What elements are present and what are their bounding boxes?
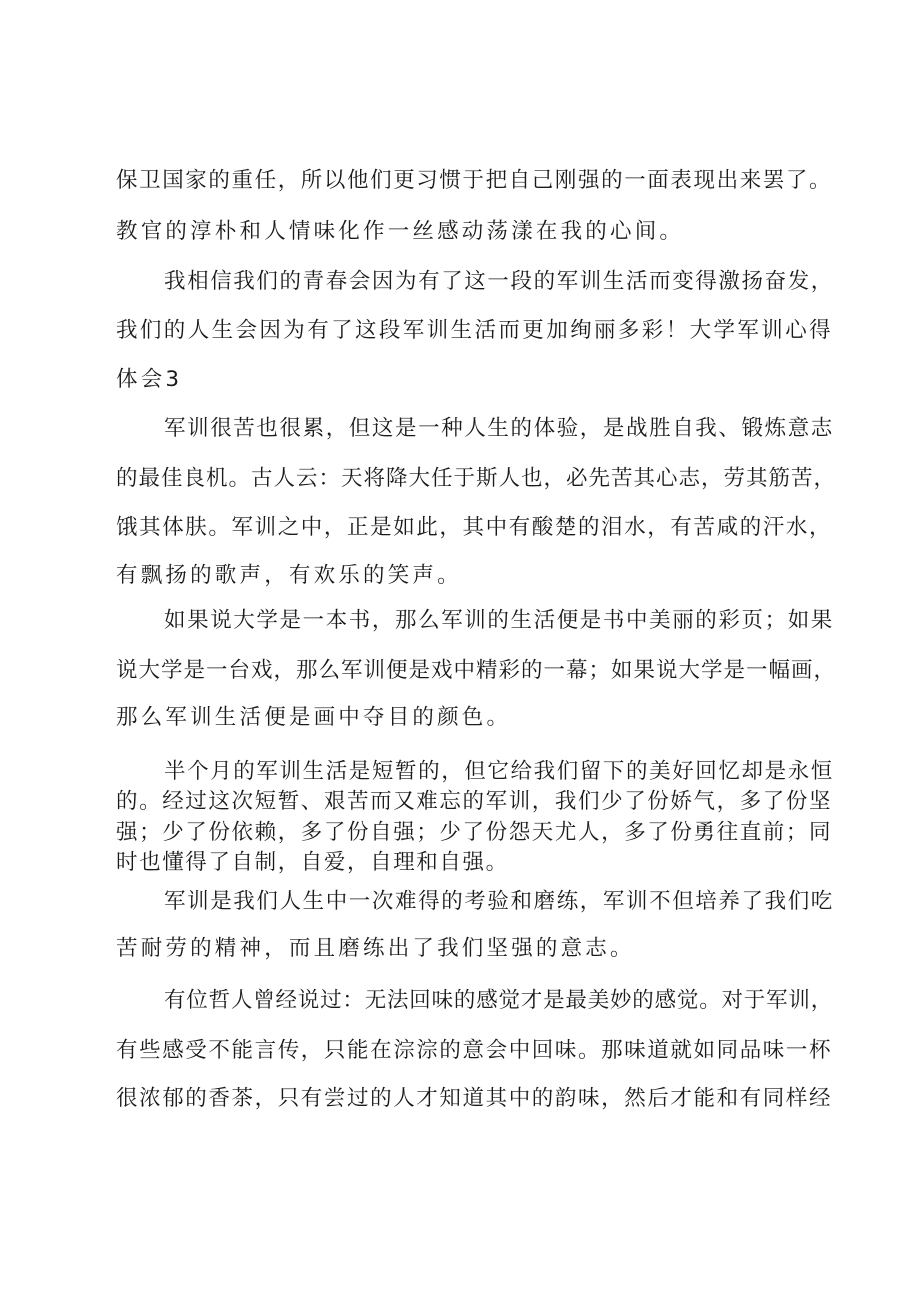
- text-line: 时也懂得了自制，自爱，自理和自强。: [116, 850, 509, 875]
- text-line: 体会3: [116, 367, 183, 392]
- text-line: 强；少了份依赖，多了份自强；少了份怨天尤人，多了份勇往直前；同: [116, 820, 833, 845]
- text-line: 有飘扬的歌声，有欢乐的笑声。: [116, 563, 462, 588]
- text-line: 说大学是一台戏，那么军训便是戏中精彩的一幕；如果说大学是一幅画，: [116, 658, 837, 683]
- text-line: 我们的人生会因为有了这段军训生活而更加绚丽多彩！大学军训心得: [116, 318, 834, 343]
- paragraph-first-line: 军训很苦也很累，但这是一种人生的体验，是战胜自我、锻炼意志: [164, 416, 834, 441]
- text-line: 保卫国家的重任，所以他们更习惯于把自己刚强的一面表现出来罢了。: [116, 168, 833, 193]
- text-line: 的。经过这次短暂、艰苦而又难忘的军训，我们少了份娇气，多了份坚: [116, 789, 833, 814]
- text-line: 苦耐劳的精神，而且磨练出了我们坚强的意志。: [116, 936, 635, 961]
- paragraph-first-line: 半个月的军训生活是短暂的，但它给我们留下的美好回忆却是永恒: [164, 759, 834, 784]
- text-line: 饿其体肤。军训之中，正是如此，其中有酸楚的泪水，有苦咸的汗水，: [116, 515, 833, 540]
- paragraph-first-line: 军训是我们人生中一次难得的考验和磨练，军训不但培养了我们吃: [164, 889, 834, 914]
- text-line: 教官的淳朴和人情味化作一丝感动荡漾在我的心间。: [116, 219, 685, 244]
- text-line: 的最佳良机。古人云：天将降大任于斯人也，必先苦其心志，劳其筋苦，: [116, 466, 837, 491]
- text-line: 那么军训生活便是画中夺目的颜色。: [116, 705, 512, 730]
- text-line: 有些感受不能言传，只能在淙淙的意会中回味。那味道就如同品味一杯: [116, 1038, 833, 1063]
- paragraph-first-line: 我相信我们的青春会因为有了这一段的军训生活而变得激扬奋发，: [164, 269, 834, 294]
- paragraph-first-line: 如果说大学是一本书，那么军训的生活便是书中美丽的彩页；如果: [164, 608, 834, 633]
- text-line: 很浓郁的香茶，只有尝过的人才知道其中的韵味，然后才能和有同样经: [116, 1086, 833, 1111]
- paragraph-first-line: 有位哲人曾经说过：无法回味的感觉才是最美妙的感觉。对于军训，: [164, 988, 834, 1013]
